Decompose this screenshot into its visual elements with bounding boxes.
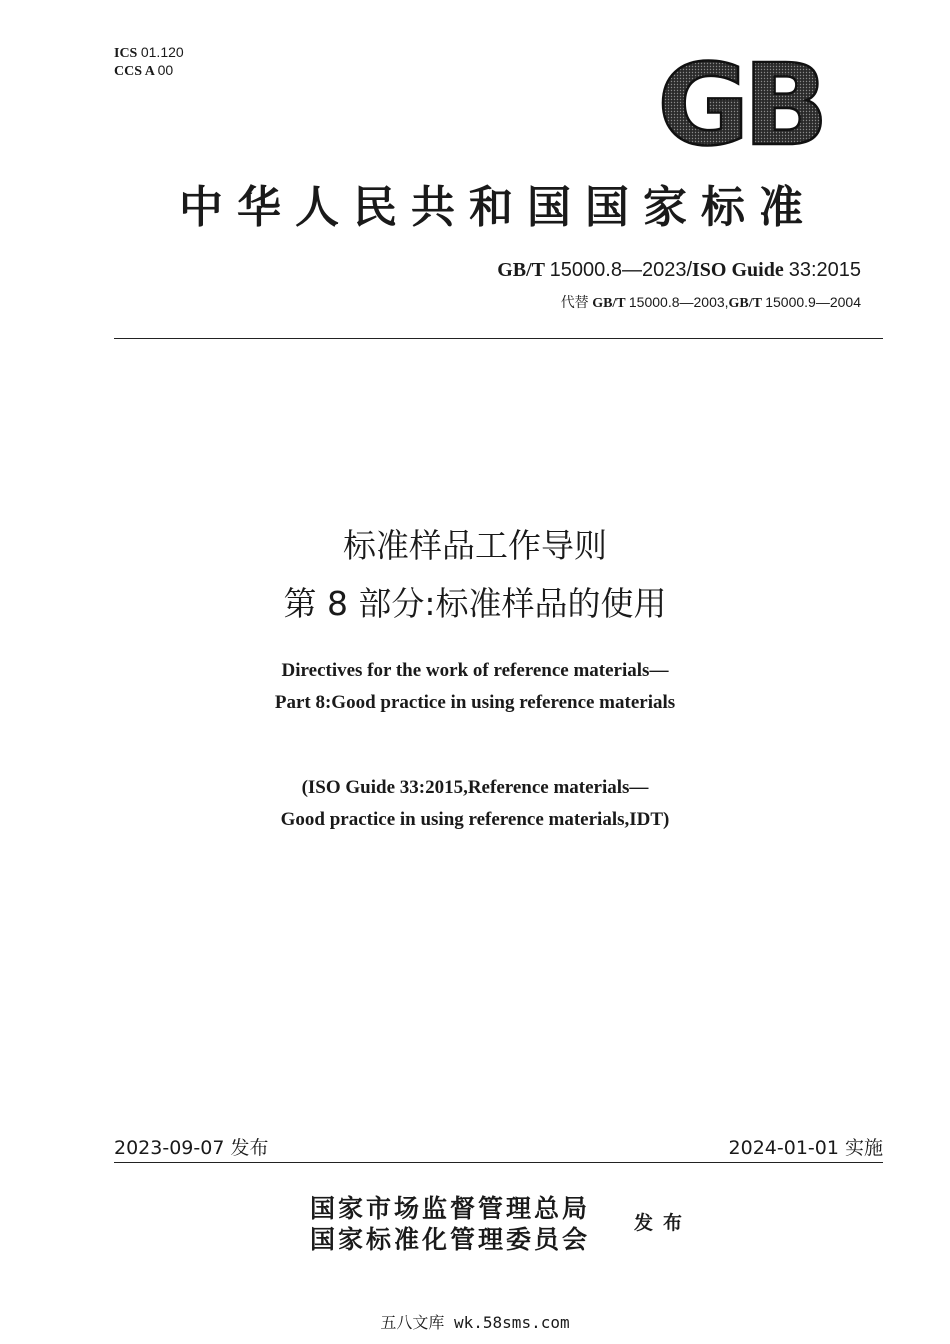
gb-logo-text: GB	[657, 56, 823, 154]
implementation-date: 2024-01-01 实施	[728, 1137, 883, 1159]
iso-reference-line-2: Good practice in using reference materials,IDT)	[280, 809, 670, 830]
header-divider	[114, 338, 883, 339]
footer-divider	[114, 1162, 883, 1163]
ccs-code: CCS A 00	[114, 62, 174, 79]
issuer-sac: 国家标准化管理委员会	[310, 1225, 591, 1254]
watermark: 五八文库 wk.58sms.com	[380, 1313, 570, 1332]
issue-label: 发布	[634, 1212, 693, 1234]
classification-codes	[114, 44, 184, 80]
standard-number: GB/T 15000.8—2023/ISO Guide 33:2015	[497, 259, 861, 281]
title-english-line-2: Part 8:Good practice in using reference materials	[274, 692, 676, 713]
title-english-line-1: Directives for the work of reference materials—	[281, 660, 669, 681]
title-chinese-line-2: 第 8 部分:标准样品的使用	[283, 584, 667, 623]
title-chinese-line-1: 标准样品工作导则	[343, 526, 607, 565]
issue-date: 2023-09-07 发布	[114, 1137, 269, 1159]
replaces-standards: 代替 GB/T 15000.8—2003,GB/T 15000.9—2004	[560, 294, 861, 311]
issuer-samr: 国家市场监督管理总局	[310, 1194, 591, 1223]
ics-code: ICS 01.120	[114, 44, 184, 61]
national-standard-title: 中华人民共和国国家标准	[179, 182, 817, 233]
gb-logo	[646, 56, 834, 154]
iso-reference-line-1: (ISO Guide 33:2015,Reference materials—	[301, 777, 649, 798]
